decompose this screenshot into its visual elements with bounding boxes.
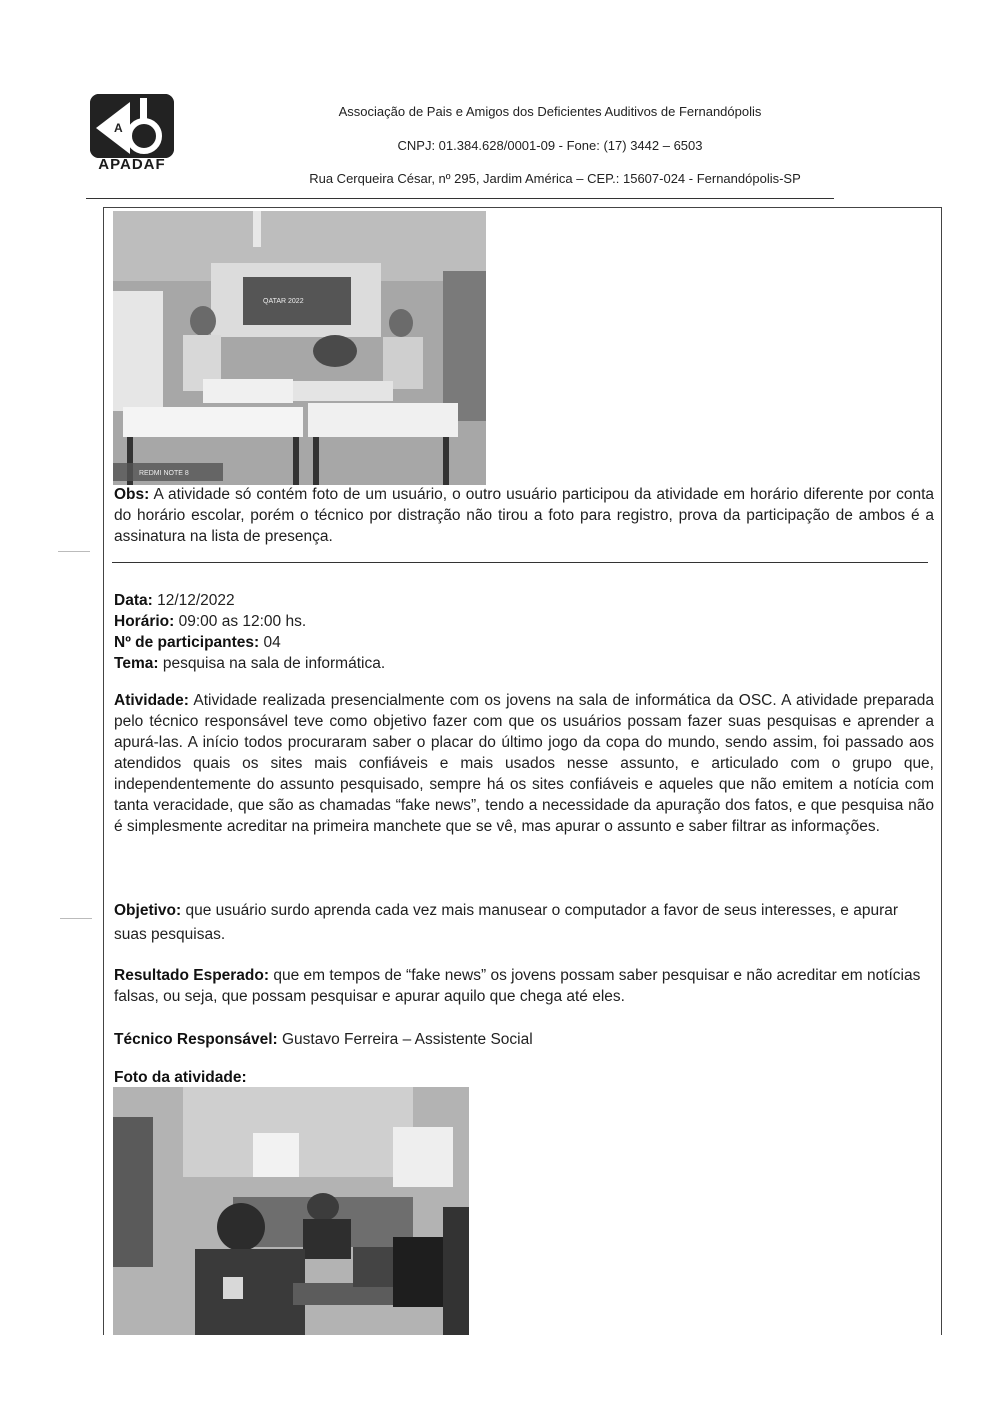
tecnico-paragraph [114,1029,934,1050]
org-name: Associação de Pais e Amigos dos Deficientes Auditivos de Fernandópolis [338,104,762,119]
obs-paragraph [114,484,934,547]
foto-label: Foto da atividade: [114,1069,247,1086]
classroom-projector-photo [113,211,486,485]
objetivo-paragraph [114,899,934,947]
logo-ear-icon [90,94,174,158]
atividade-paragraph [114,690,934,837]
frame-top-border [103,207,941,208]
tecnico-label: Técnico Responsável: [114,1031,278,1048]
address: Rua Cerqueira César, nº 295, Jardim América – CEP.: 15607-024 - Fernandópolis-SP [309,171,801,186]
atividade-text: Atividade realizada presencialmente com os jovens na sala de informática da OSC. A atividade preparada pelo técnico responsável teve como objetivo fazer com que os usuários possam fazer suas pesquisas e aprender a apurá-las. A início todos procuraram saber o placar do último jogo da copa do mundo, sendo assim, foi passado aos atendidos quais os sites mais confiáveis e mais usados nesse assunto, e articulado com o grupo que, independentemente do assunto pesquisado, sempre há os sites confiáveis e aqueles que não emitem a notícia com tanta veracidade, que são as chamadas “fake news”, tendo a necessidade da apuração dos fatos, e que pesquisa não é simplesmente acreditar na primeira manchete que se vê, mas apurar o assunto e saber filtrar as informações. [114,692,934,835]
data-label: Data: [114,592,153,609]
header-rule [86,198,834,199]
frame-right-border [941,207,942,1335]
logo-letter: A [114,121,123,135]
horario-value: 09:00 as 12:00 hs. [174,613,307,630]
participantes-label: Nº de participantes: [114,634,260,651]
tema-label: Tema: [114,655,159,672]
data-row [114,590,934,611]
frame-left-border [103,207,104,1335]
resultado-paragraph [114,965,934,1007]
objetivo-label: Objetivo: [114,902,182,919]
camera-watermark: REDMI NOTE 8 [139,470,189,477]
scan-mark [60,918,92,919]
cnpj-phone: CNPJ: 01.384.628/0001-09 - Fone: (17) 3442 – 6503 [397,138,703,153]
resultado-text: que em tempos de “fake news” os jovens possam saber pesquisar e não acreditar em notícias falsas, ou seja, que possam pesquisar e apurar aquilo que chega até eles. [114,967,921,1005]
tecnico-text: Gustavo Ferreira – Assistente Social [277,1031,533,1048]
objetivo-text: que usuário surdo aprenda cada vez mais manusear o computador a favor de seus interesses, e apurar suas pesquisas. [114,902,899,943]
obs-text: A atividade só contém foto de um usuário, o outro usuário participou da atividade em horário diferente por conta do horário escolar, porém o técnico por distração não tirou a foto para registro, prova da participação de ambos é a assinatura na lista de presença. [114,486,934,545]
activity-meta [114,590,934,674]
participantes-row [114,632,934,653]
obs-label: Obs: [114,486,150,503]
projector-screen-text: QATAR 2022 [263,298,304,305]
computer-room-photo [113,1087,469,1335]
horario-label: Horário: [114,613,175,630]
logo-text: APADAF [98,156,166,173]
foto-label-paragraph [114,1067,934,1088]
tema-value: pesquisa na sala de informática. [158,655,386,672]
tema-row [114,653,934,674]
resultado-label: Resultado Esperado: [114,967,270,984]
atividade-label: Atividade: [114,692,189,709]
section-separator [112,562,928,563]
participantes-value: 04 [259,634,281,651]
apadaf-logo [86,94,178,178]
horario-row [114,611,934,632]
data-value: 12/12/2022 [152,592,235,609]
scan-mark [58,551,90,552]
